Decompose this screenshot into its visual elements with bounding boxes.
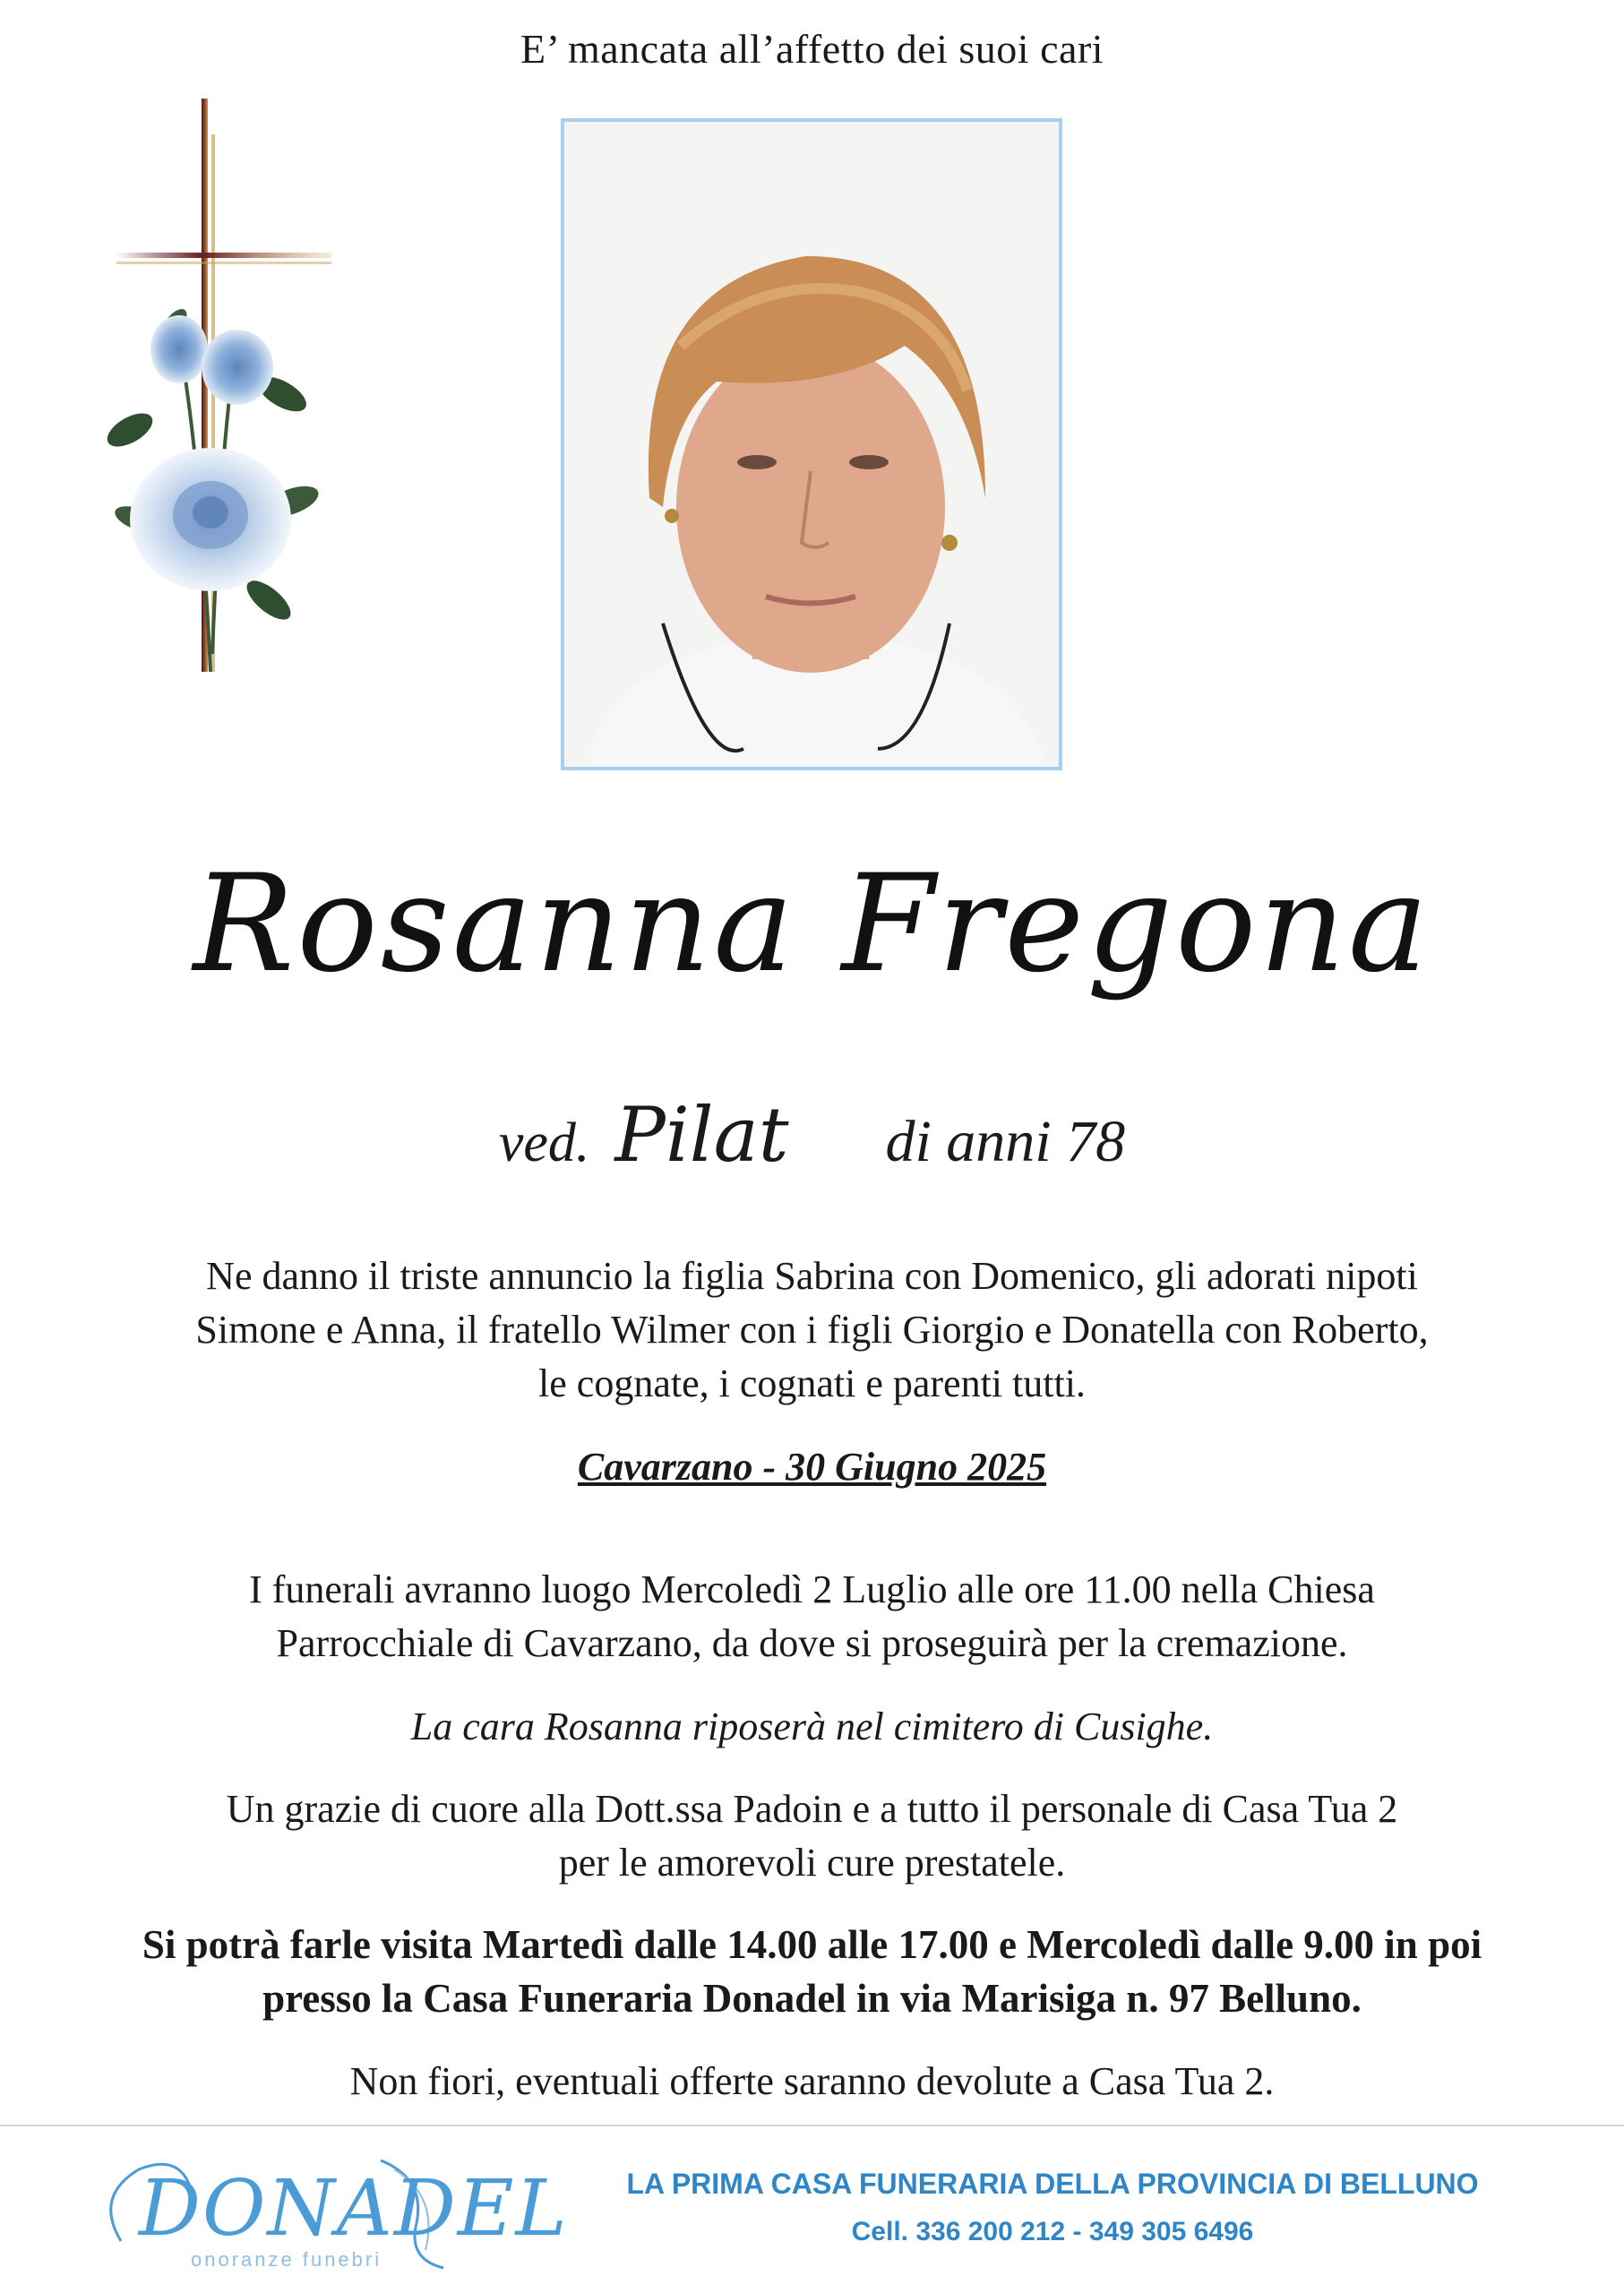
footer-phones: Cell. 336 200 212 - 349 305 6496 (851, 2217, 1254, 2246)
visit-paragraph (0, 1918, 1624, 2025)
logo-name: DONADEL (139, 2164, 569, 2254)
age-text: di anni 78 (885, 1109, 1126, 1174)
announcement-line: le cognate, i cognati e parenti tutti. (538, 1361, 1086, 1405)
announcement-line: Ne danno il triste annuncio la figlia Sabrina con Domenico, gli adorati nipoti (206, 1254, 1418, 1298)
logo-subtitle: onoranze funebri (191, 2248, 382, 2271)
place-date: Cavarzano - 30 Giugno 2025 (577, 1445, 1047, 1489)
donadel-logo (85, 2143, 569, 2277)
portrait-photo (561, 118, 1062, 770)
visit-line: Si potrà farle visita Martedì dalle 14.00 alle 17.00 e Mercoledì dalle 9.00 in poi (142, 1922, 1482, 1967)
intro-text: E’ mancata all’affetto dei suoi cari (520, 26, 1104, 72)
subline (0, 1091, 1624, 1179)
funeral-line: Parrocchiale di Cavarzano, da dove si proseguirà per la cremazione. (276, 1621, 1348, 1665)
deceased-name: Rosanna Fregona (193, 846, 1431, 1002)
cross-roses-icon (76, 99, 336, 726)
funeral-line: I funerali avranno luogo Mercoledì 2 Luglio alle ore 11.00 nella Chiesa (249, 1567, 1375, 1611)
announcement-paragraph (0, 1250, 1624, 1411)
footer-divider (0, 2125, 1624, 2126)
footer-tagline: LA PRIMA CASA FUNERARIA DELLA PROVINCIA DI BELLUNO (626, 2168, 1479, 2200)
resting-place-text: La cara Rosanna riposerà nel cimitero di Cusighe. (410, 1705, 1214, 1748)
flowers-note: Non fiori, eventuali offerte saranno devolute a Casa Tua 2. (349, 2059, 1275, 2103)
announcement-line: Simone e Anna, il fratello Wilmer con i figli Giorgio e Donatella con Roberto, (195, 1308, 1429, 1352)
thanks-line: per le amorevoli cure prestatele. (558, 1841, 1066, 1885)
funeral-paragraph (0, 1563, 1624, 1670)
visit-line: presso la Casa Funeraria Donadel in via Marisiga n. 97 Belluno. (262, 1976, 1362, 2021)
thanks-paragraph (0, 1782, 1624, 1890)
maiden-name: Pilat (614, 1091, 789, 1179)
widow-prefix: ved. (498, 1112, 590, 1173)
thanks-line: Un grazie di cuore alla Dott.ssa Padoin e a tutto il personale di Casa Tua 2 (226, 1787, 1398, 1831)
